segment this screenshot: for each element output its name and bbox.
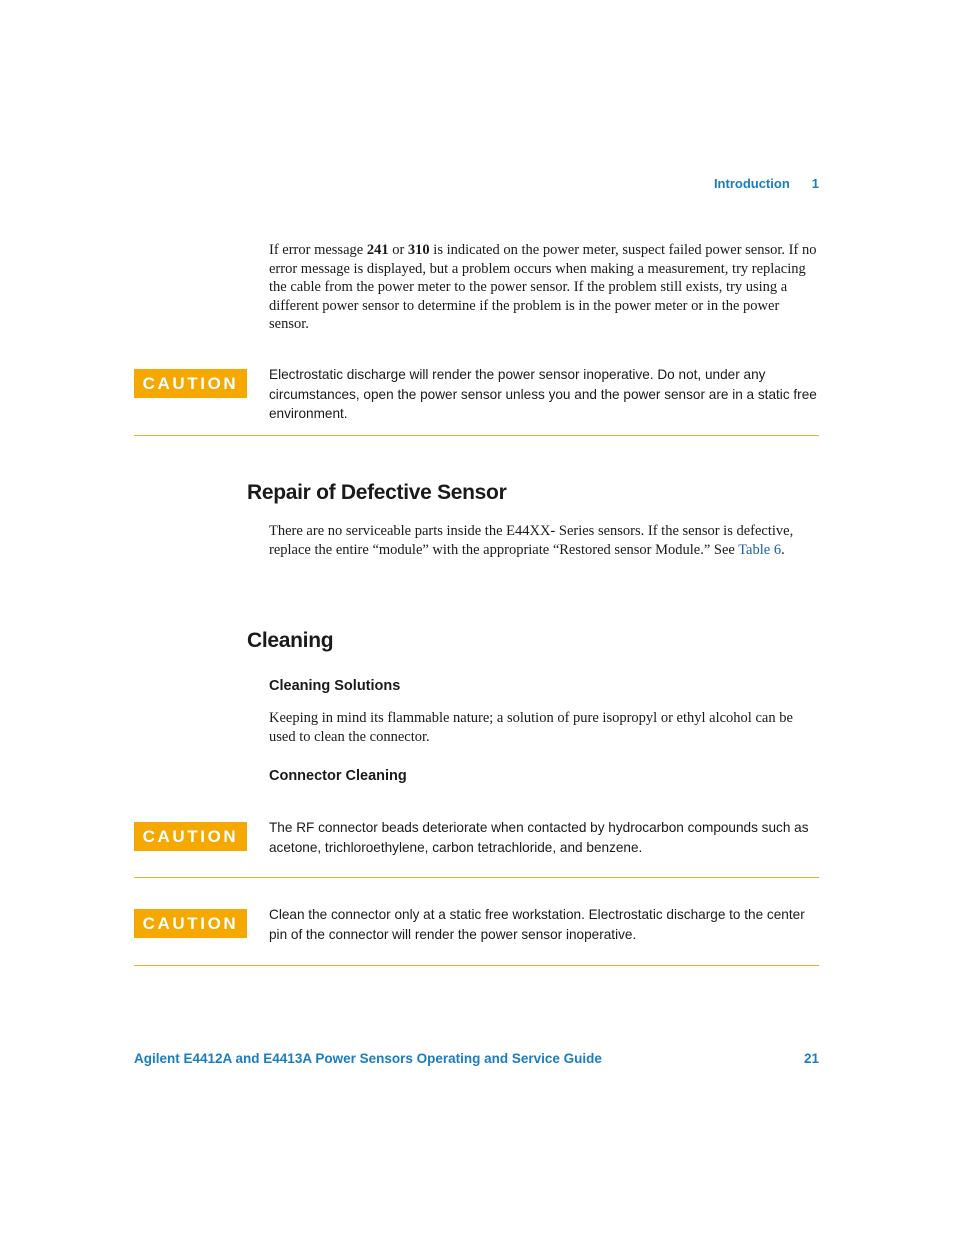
running-header [600, 176, 819, 191]
header-section-title: Introduction [713, 176, 790, 191]
caution-badge: CAUTION [134, 369, 247, 398]
caution-badge: CAUTION [134, 822, 247, 851]
caution-text: The RF connector beads deteriorate when contacted by hydrocarbon compounds such as acetone, trichloroethylene, carbon tetrachloride, and benzene. [269, 820, 809, 855]
header-chapter-number: 1 [811, 176, 819, 191]
section-heading-repair: Repair of Defective Sensor [247, 481, 507, 504]
caution-divider [134, 965, 819, 966]
footer-document-title: Agilent E4412A and E4413A Power Sensors Operating and Service Guide [134, 1051, 602, 1066]
caution-divider [134, 435, 819, 436]
intro-text-2: or [388, 242, 408, 258]
subheading-cleaning-solutions: Cleaning Solutions [269, 678, 401, 694]
caution-divider [134, 877, 819, 878]
intro-text-1: If error message [269, 242, 367, 258]
error-code-310: 310 [407, 242, 430, 258]
subheading-connector-cleaning: Connector Cleaning [269, 768, 407, 784]
cleaning-solutions-paragraph: Keeping in mind its flammable nature; a solution of pure isopropyl or ethyl alcohol can be used to clean the connector. [269, 710, 793, 745]
error-code-241: 241 [366, 242, 389, 258]
intro-paragraph [269, 241, 821, 334]
footer-page-number: 21 [803, 1051, 819, 1066]
repair-text-end: . [781, 541, 785, 558]
section-heading-cleaning: Cleaning [247, 629, 334, 652]
repair-paragraph [269, 522, 821, 559]
repair-text: There are no serviceable parts inside the E44XX- Series sensors. If the sensor is defective, replace the entire “module” with the appropriate “Restored sensor Module.” See [269, 523, 794, 558]
caution-badge: CAUTION [134, 909, 247, 938]
caution-text: Clean the connector only at a static free workstation. Electrostatic discharge to the center pin of the connector will render the power sensor inoperative. [269, 907, 805, 942]
caution-text: Electrostatic discharge will render the power sensor inoperative. Do not, under any circumstances, open the power sensor unless you and the power sensor are in a static free environment. [269, 367, 817, 422]
table-6-link[interactable]: Table 6 [738, 541, 782, 558]
intro-text-3: is indicated on the power meter, suspect failed power sensor. If no error message is displayed, but a problem occurs when making a measurement, try replacing the cable from the power meter to the power sensor. If the problem still exists, try using a different power sensor to determine if the problem is in the power meter or in the power sensor. [269, 242, 817, 333]
